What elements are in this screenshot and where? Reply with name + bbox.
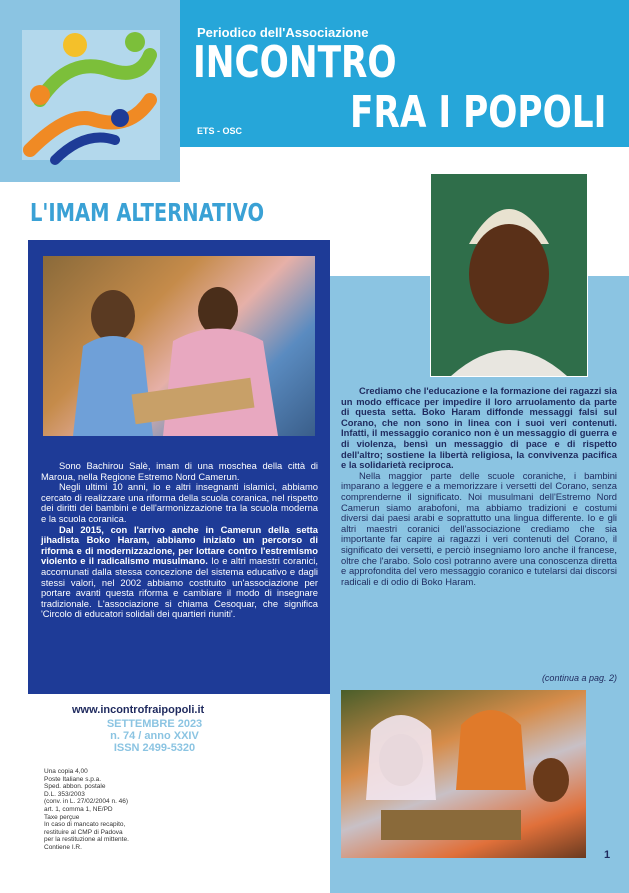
masthead-title-line2: FRA I POPOLI (350, 87, 607, 138)
postal-line: Una copia 4,00 (44, 768, 88, 775)
website-url[interactable]: www.incontrofraipopoli.it (72, 704, 205, 716)
header-subtitle: ETS - OSC (197, 126, 243, 136)
issue-number: n. 74 / anno XXIV (110, 730, 199, 742)
postal-line: (conv. in L. 27/02/2004 n. 46) (44, 798, 129, 806)
issue-date: SETTEMBRE 2023 (106, 718, 203, 730)
postal-line: per la restituzione al mittente. (44, 836, 129, 844)
postal-line: Taxe perçue (44, 813, 80, 821)
left-bold-text: Dal 2015, con l'arrivo anche in Camerun della setta jihadista Boko Haram, abbiamo iniziato un percorso di riforma e di modernizzazione, per lottare contro l'estremismo violento e il radicalismo musulmano. (41, 523, 318, 567)
right-paragraph: Nella maggior parte delle scuole coraniche, i bambini imparano a leggere e a memorizzare i versetti del Corano, senza comprenderne il significato. Noi musulmani dell'Estremo Nord Camerun siamo arabofoni, ma abbiamo tradizioni e costumi diversi dai paesi arabi e soprattutto una lingua differente. Io e gli altri maestri coranici dell'associazione crediamo che sia importante far capire ai ragazzi i veri contenuti del Corano, il significato dei versetti, e perciò insegniamo loro anche il francese, oltre che l'arabo. Solo così potranno avere una conoscenza diretta e approfondita del vero messaggio coranico e tutelarsi dai discorsi radicali e di odio di Boko Haram. (341, 469, 617, 587)
left-paragraph-mixed (41, 525, 318, 620)
postal-line: D.L. 353/2003 (44, 790, 85, 798)
logo-panel (0, 0, 180, 182)
article-title: L'IMAM ALTERNATIVO (30, 198, 265, 227)
issue-info (72, 718, 237, 754)
photo-imam-illustration (431, 174, 587, 376)
postal-line: art. 1, comma 1, NE/PD (44, 805, 113, 813)
photo-imam-portrait (430, 173, 588, 377)
postal-line: In caso di mancato recapito, (44, 821, 126, 829)
postal-line: Sped. abbon. postale (44, 783, 106, 791)
continued-note: (continua a pag. 2) (541, 673, 617, 683)
header-pretitle: Periodico dell'Associazione (197, 25, 369, 40)
photo-boy-illustration (43, 256, 315, 436)
postal-line: restituire al CMP di Padova (44, 828, 123, 836)
photo-children-illustration (341, 690, 586, 858)
photo-children-reading (341, 690, 586, 858)
postal-info (44, 768, 184, 852)
association-logo-icon (0, 0, 180, 182)
postal-line: Poste Italiane s.p.a. (44, 775, 102, 783)
left-paragraph: Negli ultimi 10 anni, io e altri insegnanti islamici, abbiamo cercato di realizzare una riforma della scuola coranica, nel rispetto dei diritti dei bambini e dell'armonizzazione tra la scuola moderna e la scuola coranica. (41, 481, 318, 524)
page-number: 1 (604, 849, 611, 861)
right-bold-paragraph: Crediamo che l'educazione e la formazione dei ragazzi sia un modo efficace per impedire il loro arruolamento da parte di questa setta. Boko Haram diffonde messaggi falsi sul Corano, che non sono in linea con i suoi veri contenuti. Infatti, il messaggio coranico non è un messaggio di guerra e di violenza, bensì un messaggio di pace e di rispetto dell'altro; sostiene la libertà religiosa, la convivenza pacifica e la solidarietà reciproca. (341, 385, 617, 471)
masthead-title-line1: INCONTRO (193, 37, 397, 88)
photo-boy-writing (43, 256, 315, 436)
postal-line: Contiene I.R. (44, 843, 82, 851)
issn: ISSN 2499-5320 (113, 742, 196, 754)
right-article-text (341, 386, 617, 587)
left-article-text (41, 461, 318, 620)
left-rest-text: Io e altri maestri coranici, accomunati dalla stessa concezione del sistema educativo e dagli stessi valori, nel 2002 abbiamo costituito un'associazione per portare avanti questa riforma e cambiare il modo di insegnare tradizionale. L'associazione si chiama Cesoquar, che significa 'Circolo di educatori solidali dei quartieri riuniti'. (41, 555, 318, 620)
left-paragraph: Sono Bachirou Salè, imam di una moschea della città di Maroua, nella Regione Estremo Nord Camerun. (41, 460, 318, 482)
